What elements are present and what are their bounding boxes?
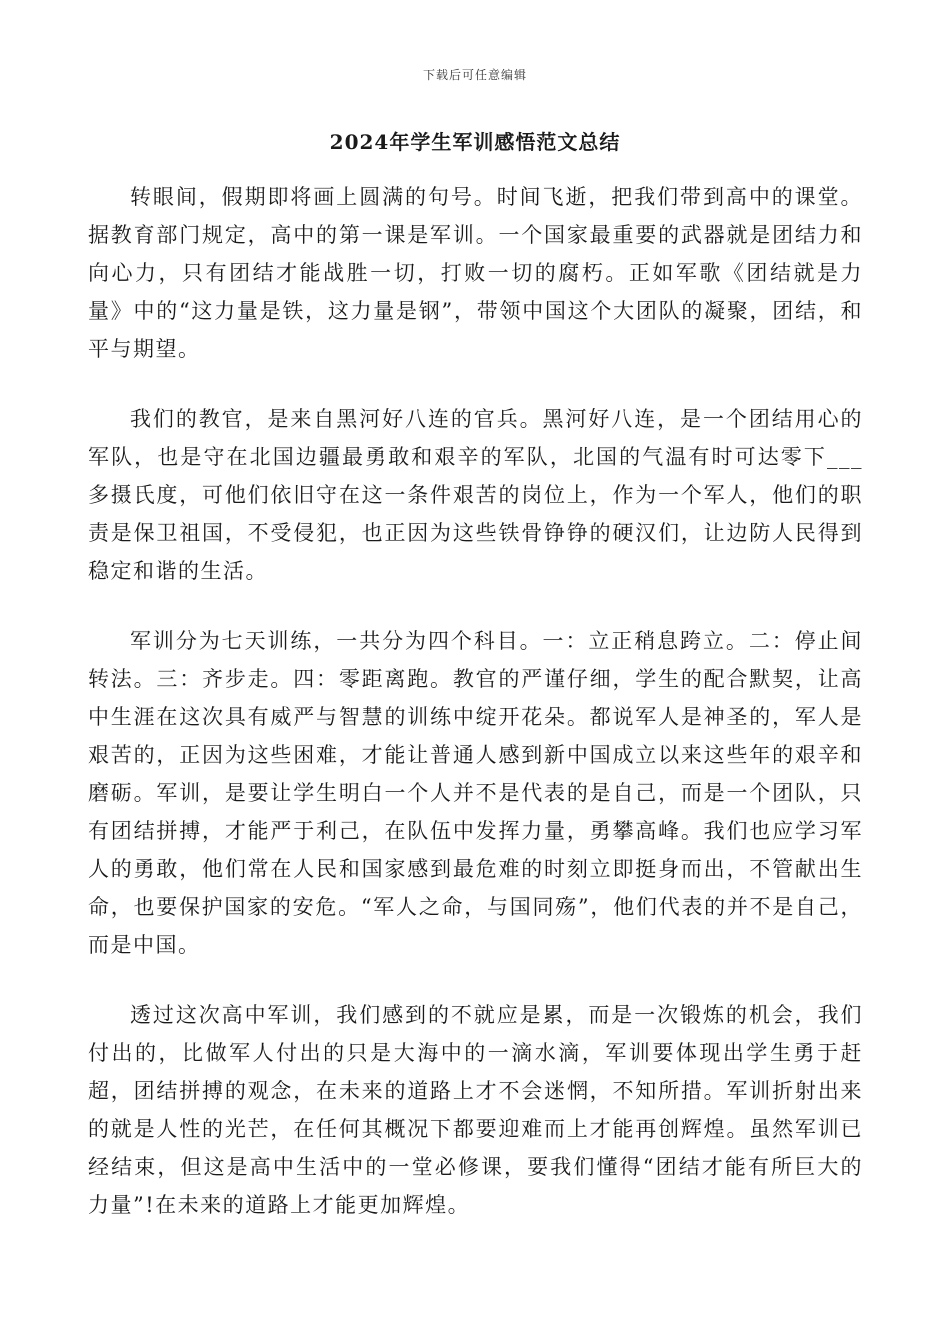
document-title: 2024年学生军训感悟范文总结 [329,130,621,154]
paragraph-3: 军训分为七天训练，一共分为四个科目。一：立正稍息跨立。二：停止间转法。三：齐步走。四：零距离跑。教官的严谨仔细，学生的配合默契，让高中生涯在这次具有威严与智慧的训练中绽开花朵。都说军人是神圣的，军人是艰苦的，正因为这些困难，才能让普通人感到新中国成立以来这些年的艰辛和磨砺。军训，是要让学生明白一个人并不是代表的是自己，而是一个团队，只有团结拼搏，才能严于利己，在队伍中发挥力量，勇攀高峰。我们也应学习军人的勇敢，他们常在人民和国家感到最危难的时刻立即挺身而出，不管献出生命，也要保护国家的安危。“军人之命，与国同殇”，他们代表的并不是自己，而是中国。 [88,629,863,957]
page-header-note: 下载后可任意编辑 [422,68,527,82]
paragraph-4: 透过这次高中军训，我们感到的不就应是累，而是一次锻炼的机会，我们付出的，比做军人付出的只是大海中的一滴水滴，军训要体现出学生勇于赶超，团结拼搏的观念，在未来的道路上才不会迷惘，不知所措。军训折射出来的就是人性的光芒，在任何其概况下都要迎难而上才能再创辉煌。虽然军训已经结束，但这是高中生活中的一堂必修课，要我们懂得“团结才能有所巨大的力量”!在未来的道路上才能更加辉煌。 [88,1003,863,1217]
paragraph-1: 转眼间，假期即将画上圆满的句号。时间飞逝，把我们带到高中的课堂。据教育部门规定，高中的第一课是军训。一个国家最重要的武器就是团结力和向心力，只有团结才能战胜一切，打败一切的腐朽。正如军歌《团结就是力量》中的“这力量是铁，这力量是钢”，带领中国这个大团队的凝聚，团结，和平与期望。 [88,185,863,361]
paragraph-2: 我们的教官，是来自黑河好八连的官兵。黑河好八连，是一个团结用心的军队，也是守在北国边疆最勇敢和艰辛的军队，北国的气温有时可达零下___多摄氏度，可他们依旧守在这一条件艰苦的岗位上，作为一个军人，他们的职责是保卫祖国，不受侵犯，也正因为这些铁骨铮铮的硬汉们，让边防人民得到稳定和谐的生活。 [88,407,863,583]
document-body [88,178,863,1256]
